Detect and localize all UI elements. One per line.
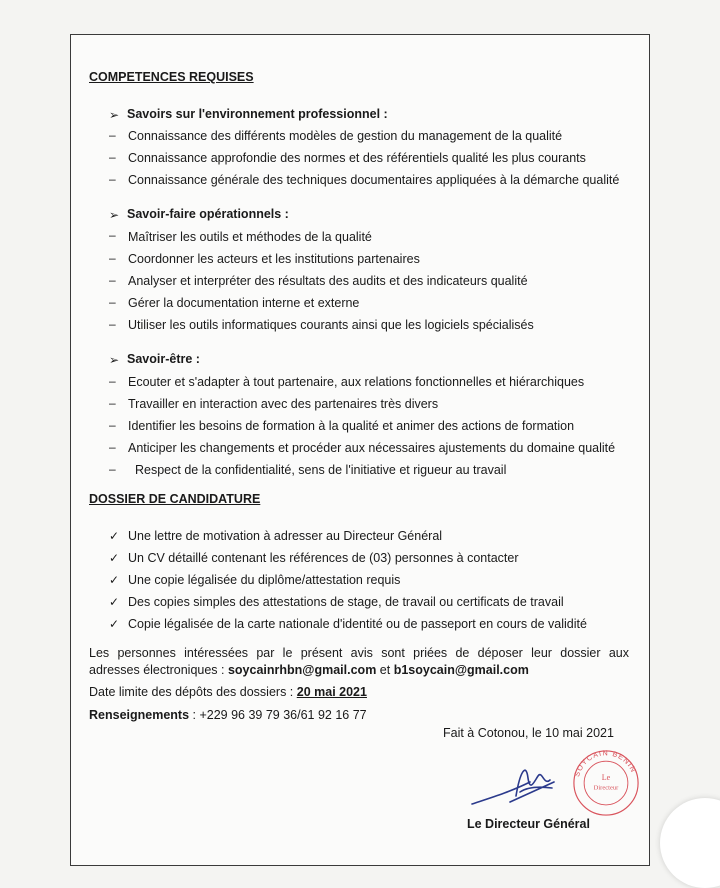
list-item: Maîtriser les outils et méthodes de la qualité <box>128 230 372 244</box>
dash-bullet: – <box>109 228 116 242</box>
stamp-center-line1: Le <box>601 773 611 783</box>
arrow-bullet-icon: ➢ <box>109 108 120 122</box>
info-line <box>89 708 367 722</box>
handwritten-signature <box>470 752 570 812</box>
dash-bullet: – <box>109 374 116 388</box>
list-item: Coordonner les acteurs et les institutions partenaires <box>128 252 420 266</box>
group-heading: Savoirs sur l'environnement professionnel : <box>127 107 388 121</box>
page-corner-curl <box>660 798 720 888</box>
list-item: Utiliser les outils informatiques courants ainsi que les logiciels spécialisés <box>128 318 534 332</box>
list-item: Connaissance approfondie des normes et des référentiels qualité les plus courants <box>128 151 586 165</box>
list-item: Travailler en interaction avec des partenaires très divers <box>128 397 439 411</box>
group-heading: Savoir-être : <box>127 352 200 366</box>
dash-bullet: – <box>109 396 116 410</box>
list-item: Une copie légalisée du diplôme/attestation requis <box>128 573 401 587</box>
list-item: Analyser et interpréter des résultats des audits et des indicateurs qualité <box>128 274 528 288</box>
emails-label: adresses électroniques : <box>89 663 228 677</box>
submission-paragraph-line1: Les personnes intéressées par le présent avis sont priées de déposer leur dossier aux <box>89 646 629 660</box>
arrow-bullet-icon: ➢ <box>109 208 120 222</box>
dash-bullet: – <box>109 251 116 265</box>
list-item: Ecouter et s'adapter à tout partenaire, aux relations fonctionnelles et hiérarchiques <box>128 375 585 389</box>
list-item: Identifier les besoins de formation à la qualité et animer des actions de formation <box>128 419 575 433</box>
dash-bullet: – <box>109 172 116 186</box>
email-link-2[interactable]: b1soycain@gmail.com <box>393 663 529 677</box>
info-label: Renseignements <box>89 708 190 722</box>
dash-bullet: – <box>109 295 116 309</box>
list-item: Connaissance générale des techniques documentaires appliquées à la démarche qualité <box>128 173 620 187</box>
submission-paragraph-line2 <box>89 663 529 677</box>
dossier-title: DOSSIER DE CANDIDATURE <box>89 492 261 506</box>
dash-bullet: – <box>109 150 116 164</box>
list-item: Copie légalisée de la carte nationale d'identité ou de passeport en cours de validité <box>128 617 587 631</box>
competences-title: COMPETENCES REQUISES <box>89 70 254 84</box>
list-item: Un CV détaillé contenant les références de (03) personnes à contacter <box>128 551 519 565</box>
list-item: Gérer la documentation interne et externe <box>128 296 360 310</box>
checkmark-icon: ✓ <box>109 595 120 609</box>
list-item: Anticiper les changements et procéder aux nécessaires ajustements du domaine qualité <box>128 441 616 455</box>
checkmark-icon: ✓ <box>109 573 120 587</box>
checkmark-icon: ✓ <box>109 551 120 565</box>
deadline-label: Date limite des dépôts des dossiers : <box>89 685 297 699</box>
stamp-center-line2: Directeur <box>593 784 619 792</box>
dash-bullet: – <box>109 440 116 454</box>
official-stamp <box>556 748 656 818</box>
dash-bullet: – <box>109 128 116 142</box>
signatory-title: Le Directeur Général <box>467 817 590 831</box>
list-item: Une lettre de motivation à adresser au Directeur Général <box>128 529 443 543</box>
list-item: Respect de la confidentialité, sens de l'initiative et rigueur au travail <box>135 463 507 477</box>
email-link-1[interactable]: soycainrhbn@gmail.com <box>227 663 377 677</box>
group-heading: Savoir-faire opérationnels : <box>127 207 289 221</box>
checkmark-icon: ✓ <box>109 617 120 631</box>
email-separator: et <box>376 663 394 677</box>
deadline-line <box>89 685 367 699</box>
place-date: Fait à Cotonou, le 10 mai 2021 <box>443 726 614 740</box>
document-page <box>70 34 650 866</box>
dash-bullet: – <box>109 462 116 476</box>
stamp-ring-text: SOYCAIN BENIN <box>572 748 639 778</box>
dash-bullet: – <box>109 418 116 432</box>
arrow-bullet-icon: ➢ <box>109 353 120 367</box>
list-item: Des copies simples des attestations de stage, de travail ou certificats de travail <box>128 595 564 609</box>
deadline-value: 20 mai 2021 <box>296 685 367 699</box>
info-phone: : +229 96 39 79 36/61 92 16 77 <box>189 708 367 722</box>
dash-bullet: – <box>109 317 116 331</box>
list-item: Connaissance des différents modèles de gestion du management de la qualité <box>128 129 563 143</box>
dash-bullet: – <box>109 273 116 287</box>
checkmark-icon: ✓ <box>109 529 120 543</box>
